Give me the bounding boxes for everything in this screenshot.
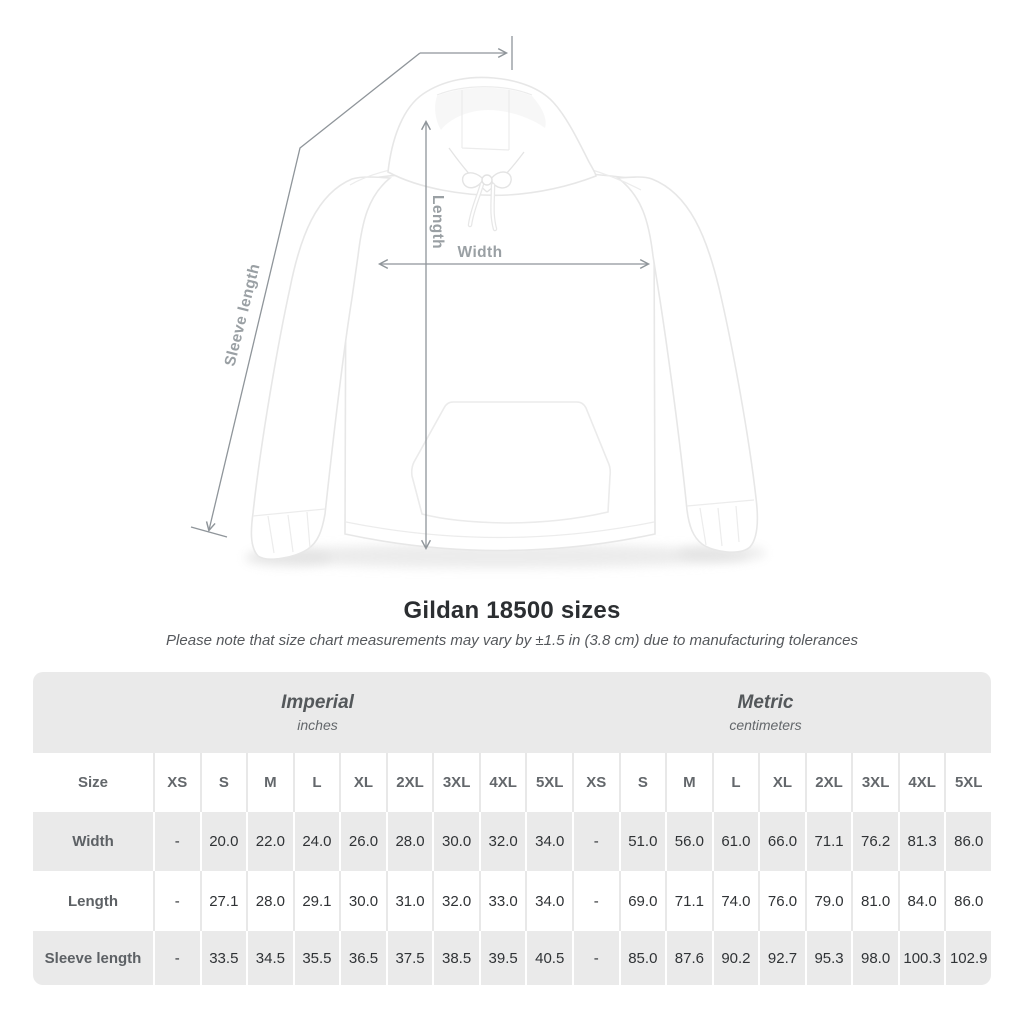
size-header-cell: S (619, 753, 666, 812)
value-cell: - (572, 871, 619, 931)
value-cell: 29.1 (293, 871, 340, 931)
hoodie-illustration (251, 77, 757, 559)
value-cell: 61.0 (712, 812, 759, 871)
value-cell: 102.9 (944, 931, 991, 985)
value-cell: 69.0 (619, 871, 666, 931)
unit-group-header (572, 672, 991, 753)
value-cell: 28.0 (386, 812, 433, 871)
size-table (33, 672, 991, 985)
size-header-cell: XL (758, 753, 805, 812)
size-header-cell: L (712, 753, 759, 812)
value-cell: 51.0 (619, 812, 666, 871)
value-cell: 98.0 (851, 931, 898, 985)
value-cell: 34.5 (246, 931, 293, 985)
unit-group-title: Imperial (281, 692, 354, 713)
size-header-cell: 5XL (525, 753, 572, 812)
value-cell: 35.5 (293, 931, 340, 985)
size-header-cell: 4XL (479, 753, 526, 812)
value-cell: 20.0 (200, 812, 247, 871)
value-cell: 95.3 (805, 931, 852, 985)
value-cell: 33.0 (479, 871, 526, 931)
value-cell: 86.0 (944, 812, 991, 871)
row-label: Width (33, 812, 153, 871)
size-header-label: Size (33, 753, 153, 812)
caption (0, 597, 1024, 649)
value-cell: 34.0 (525, 812, 572, 871)
unit-group-title: Metric (737, 692, 794, 713)
value-cell: 90.2 (712, 931, 759, 985)
unit-group-header (33, 672, 572, 753)
sleeve-length-label: Sleeve length (221, 261, 264, 368)
value-cell: 87.6 (665, 931, 712, 985)
size-header-cell: XS (153, 753, 200, 812)
size-header-cell: XL (339, 753, 386, 812)
value-cell: 39.5 (479, 931, 526, 985)
value-cell: 100.3 (898, 931, 945, 985)
size-header-cell: 3XL (851, 753, 898, 812)
row-label: Length (33, 871, 153, 931)
value-cell: 81.3 (898, 812, 945, 871)
row-label: Sleeve length (33, 931, 153, 985)
size-header-cell: 5XL (944, 753, 991, 812)
size-header-cell: 3XL (432, 753, 479, 812)
size-header-cell: 4XL (898, 753, 945, 812)
value-cell: - (153, 871, 200, 931)
value-cell: 76.2 (851, 812, 898, 871)
size-header-cell: M (665, 753, 712, 812)
value-cell: 85.0 (619, 931, 666, 985)
tolerance-note: Please note that size chart measurements may vary by ±1.5 in (3.8 cm) due to manufacturing tolerances (166, 632, 858, 649)
value-cell: 32.0 (432, 871, 479, 931)
value-cell: - (572, 931, 619, 985)
value-cell: 71.1 (665, 871, 712, 931)
size-header-cell: S (200, 753, 247, 812)
value-cell: 32.0 (479, 812, 526, 871)
page-title: Gildan 18500 sizes (403, 597, 621, 624)
size-header-cell: 2XL (805, 753, 852, 812)
value-cell: 34.0 (525, 871, 572, 931)
value-cell: 38.5 (432, 931, 479, 985)
value-cell: 74.0 (712, 871, 759, 931)
size-header-cell: XS (572, 753, 619, 812)
value-cell: 27.1 (200, 871, 247, 931)
value-cell: 33.5 (200, 931, 247, 985)
size-header-cell: 2XL (386, 753, 433, 812)
value-cell: 31.0 (386, 871, 433, 931)
width-label: Width (457, 244, 503, 261)
value-cell: - (153, 812, 200, 871)
value-cell: 76.0 (758, 871, 805, 931)
value-cell: 24.0 (293, 812, 340, 871)
value-cell: 28.0 (246, 871, 293, 931)
value-cell: 36.5 (339, 931, 386, 985)
value-cell: 30.0 (339, 871, 386, 931)
unit-group-subtitle: centimeters (729, 717, 802, 733)
value-cell: 66.0 (758, 812, 805, 871)
value-cell: 86.0 (944, 871, 991, 931)
value-cell: 92.7 (758, 931, 805, 985)
value-cell: 22.0 (246, 812, 293, 871)
value-cell: 81.0 (851, 871, 898, 931)
value-cell: - (153, 931, 200, 985)
value-cell: 71.1 (805, 812, 852, 871)
length-label: Length (429, 194, 446, 250)
value-cell: 40.5 (525, 931, 572, 985)
value-cell: 26.0 (339, 812, 386, 871)
value-cell: 56.0 (665, 812, 712, 871)
unit-group-subtitle: inches (297, 717, 338, 733)
size-header-cell: M (246, 753, 293, 812)
value-cell: 30.0 (432, 812, 479, 871)
value-cell: 84.0 (898, 871, 945, 931)
value-cell: 37.5 (386, 931, 433, 985)
size-header-cell: L (293, 753, 340, 812)
value-cell: - (572, 812, 619, 871)
value-cell: 79.0 (805, 871, 852, 931)
kangaroo-pocket (412, 402, 611, 523)
